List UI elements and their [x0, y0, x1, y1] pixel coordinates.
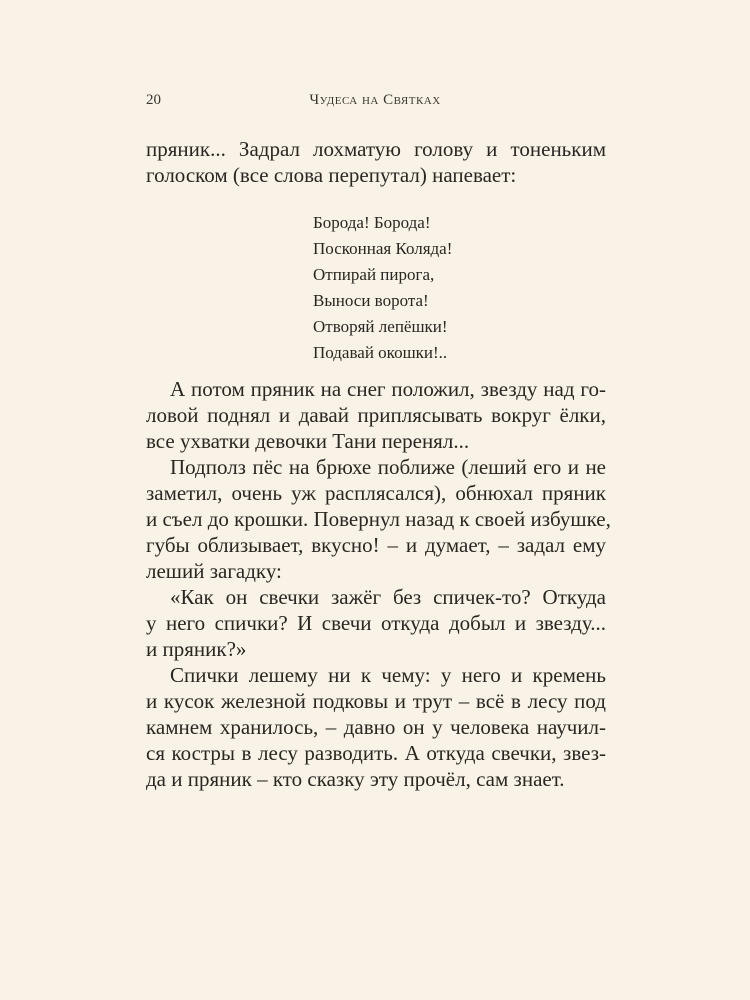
poem-line: Выноси ворота!	[313, 291, 429, 310]
running-title: Чудеса на Святках	[309, 92, 441, 108]
poem	[313, 210, 452, 366]
text-line: камнем хранилось, – давно он у человека научил-	[146, 715, 606, 739]
page-number: 20	[146, 92, 161, 108]
poem-line: Борода! Борода!	[313, 213, 431, 232]
paragraph	[146, 454, 611, 584]
text-line: губы облизывает, вкусно! – и думает, – задал ему	[146, 533, 606, 557]
text-line: все ухватки девочки Тани перенял...	[146, 429, 470, 453]
text-line: у него спички? И свечи откуда добыл и звезду...	[146, 611, 606, 635]
poem-line: Посконная Коляда!	[313, 239, 453, 258]
text-line: заметил, очень уж расплясался), обнюхал пряник	[146, 481, 606, 505]
text-line: и кусок железной подковы и трут – всё в лесу под	[146, 689, 606, 713]
text-line: «Как он свечки зажёг без спичек-то? Откуда	[170, 585, 606, 609]
text-line: леший загадку:	[146, 559, 282, 583]
text-line: А потом пряник на снег положил, звезду над го-	[170, 377, 606, 401]
poem-line: Подавай окошки!..	[313, 343, 448, 362]
text-line: ловой поднял и давай приплясывать вокруг ёлки,	[146, 403, 606, 427]
text-line: да и пряник – кто сказку эту прочёл, сам знает.	[146, 767, 565, 791]
text-line: Подполз пёс на брюхе поближе (леший его и не	[170, 455, 606, 479]
text-line: Спички лешему ни к чему: у него и кремень	[170, 663, 606, 687]
body-text	[146, 376, 611, 792]
opening-text	[146, 136, 606, 188]
text-line: ся костры в лесу разводить. А откуда свечки, звез-	[146, 741, 606, 765]
poem-line: Отворяй лепёшки!	[313, 317, 448, 336]
paragraph	[146, 376, 606, 454]
poem-line: Отпирай пирога,	[313, 265, 435, 284]
text-line: и съел до крошки. Повернул назад к своей избушке,	[146, 507, 611, 531]
text-line: и пряник?»	[146, 637, 247, 661]
paragraph	[146, 662, 606, 792]
text-line: пряник... Задрал лохматую голову и тоненьким	[146, 137, 606, 161]
paragraph	[146, 584, 606, 662]
text-line: голоском (все слова перепутал) напевает:	[146, 163, 517, 187]
